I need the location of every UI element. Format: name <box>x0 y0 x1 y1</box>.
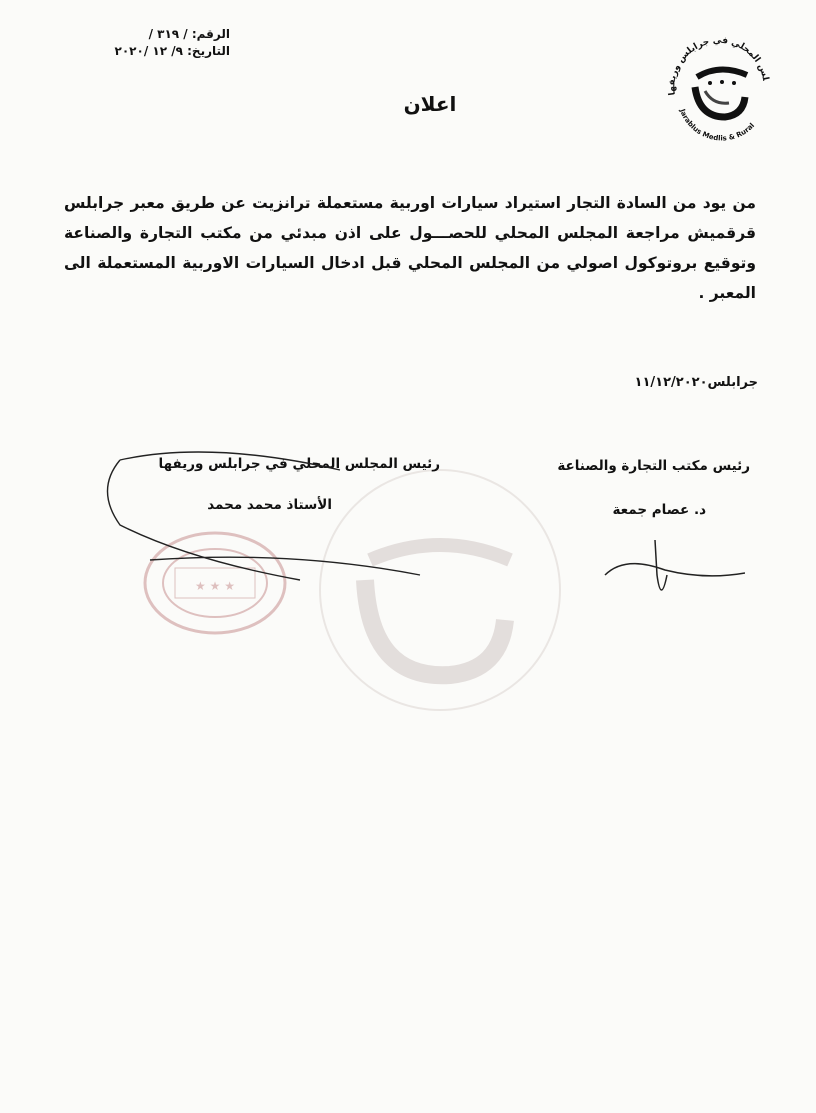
signatory-2-role: رئيس المجلس المحلي في جرابلس وريفها <box>158 456 440 472</box>
council-logo <box>655 25 780 150</box>
logo-emblem-icon <box>655 25 780 150</box>
document-title: اعلان <box>403 92 457 116</box>
reference-block <box>70 26 230 60</box>
announcement-body: من يود من السادة التجار استيراد سيارات اوربية مستعملة ترانزيت عن طريق معبر جرابلس قرقميش مراجعة المجلس المحلي للحصـــول على اذن مبدئي من مكتب التجارة والصناعة وتوقيع بروتوكول اصولي من المجلس المحلي قبل ادخال السيارات الاوربية المستعملة الى المعبر . <box>64 194 756 302</box>
signatory-1-role: رئيس مكتب التجارة والصناعة <box>557 458 750 474</box>
signature-right-icon <box>595 535 745 610</box>
signatory-2-name: الأستاذ محمد محمد <box>207 497 332 513</box>
svg-text:★ ★ ★: ★ ★ ★ <box>195 579 235 593</box>
signature-left-icon <box>90 440 490 600</box>
reference-date: التاريخ: ٩/ ١٢ /٢٠٢٠ <box>114 44 230 58</box>
svg-text:Jarablus Medlis & Rural: Jarablus Medlis & Rural <box>678 107 757 143</box>
reference-number: الرقم: / ٣١٩ / <box>148 27 230 41</box>
place-date: جرابلس١١/١٢/٢٠٢٠ <box>634 375 758 390</box>
signatory-1-name: د. عصام جمعة <box>612 502 706 518</box>
svg-text:المجلس المحلي في جرابلس وريفها: لس المحلي في جرابلس وريفها <box>667 35 771 96</box>
